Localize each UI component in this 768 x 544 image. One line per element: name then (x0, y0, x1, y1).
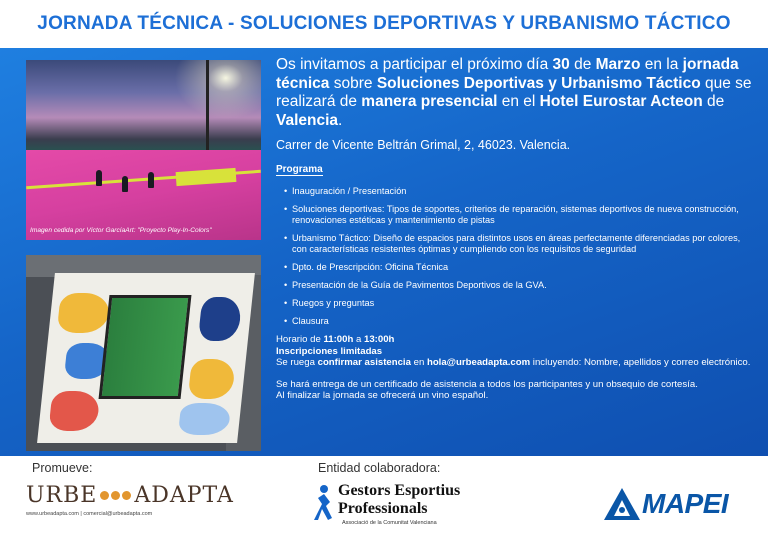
programa-heading: Programa (276, 164, 323, 175)
list-item: • Inauguración / Presentación (284, 186, 756, 197)
intro-text: . (338, 111, 343, 129)
paint-shape (48, 391, 100, 431)
intro-text: que se realizará de (276, 74, 752, 110)
photo-court-aerial (26, 255, 261, 451)
event-mode: manera presencial (361, 93, 498, 110)
mapei-logo (602, 484, 748, 524)
paint-shape (198, 297, 243, 341)
event-type: jornada técnica (276, 56, 739, 92)
venue-address: Carrer de Vicente Beltrán Grimal, 2, 46023. Valencia. (276, 138, 571, 152)
intro-text: Os invitamos a participar el próximo día (276, 56, 553, 73)
paint-shape (178, 403, 231, 435)
enclosed-pitch (99, 295, 192, 399)
light-pole (206, 60, 209, 150)
schedule-label: Horario de (276, 334, 324, 345)
certificate-note: Se hará entrega de un certificado de asistencia a todos los participantes y un obsequio de cortesía. (276, 378, 698, 390)
invitation-text (276, 56, 756, 130)
header (0, 0, 768, 48)
list-item: • Dpto. de Prescripción: Oficina Técnica (284, 262, 756, 273)
email-link[interactable]: hola@urbeadapta.com (426, 357, 531, 368)
schedule-time (276, 334, 756, 346)
urbeadapta-logo (26, 483, 234, 527)
limited-notice: Inscripciones limitadas (276, 345, 383, 357)
schedule-block (276, 334, 756, 369)
photo-caption: Imagen cedida por Víctor GarcíaArt: "Proyecto Play-In-Colors" (30, 227, 212, 234)
start-time: 11:00h (323, 334, 354, 345)
list-item: • Ruegos y preguntas (284, 298, 756, 309)
list-item: • Urbanismo Táctico: Diseño de espacios para distintos usos en áreas perfectamente diferenciadas por colores, con características resistentes óptimas y cumpliendo con los requisitos de seguridad (284, 233, 756, 255)
rsvp-mid: en (410, 357, 427, 368)
rsvp-post: incluyendo: Nombre, apellidos y correo electrónico. (530, 357, 751, 368)
mapei-emblem-icon (602, 486, 642, 522)
paint-shape (57, 293, 111, 333)
gestors-esportius-logo (310, 482, 510, 530)
intro-text: en la (640, 56, 683, 73)
urbe-text: URBE (26, 483, 98, 508)
gep-title-line1: Gestors Esportius (338, 482, 461, 499)
content-panel (0, 48, 768, 456)
runner-icon (310, 484, 334, 522)
programa-list (276, 186, 756, 327)
adapta-text: ADAPTA (134, 483, 234, 508)
event-details (276, 56, 756, 402)
gep-subtitle: Associació de la Comunitat Valenciana (342, 520, 437, 526)
list-item: • Presentación de la Guía de Pavimentos Deportivos de la GVA. (284, 280, 756, 291)
list-item: • Soluciones deportivas: Tipos de soportes, criterios de reparación, sistemas deportivos de nueva construcción, renovaciones estéticas y mantenimiento de pistas (284, 204, 756, 226)
event-topic: Soluciones Deportivas y Urbanismo Táctico (376, 74, 701, 92)
end-time: 13:00h (364, 334, 395, 345)
event-city: Valencia (276, 111, 339, 129)
rsvp-pre: Se ruega (276, 357, 318, 368)
closing-block (276, 379, 756, 402)
event-day: 30 (552, 56, 570, 73)
intro-text: de (702, 93, 725, 110)
player (122, 176, 128, 192)
player (148, 172, 154, 188)
event-month: Marzo (595, 56, 641, 73)
schedule-sep: a (353, 334, 365, 345)
paint-shape (188, 359, 236, 399)
gep-title-line2: Professionals (338, 500, 428, 517)
intro-text: en el (497, 93, 540, 110)
dots-icon (100, 491, 131, 500)
colaboradora-label: Entidad colaboradora: (318, 461, 441, 475)
page-title: JORNADA TÉCNICA - SOLUCIONES DEPORTIVAS Y URBANISMO TÁCTICO (37, 13, 731, 34)
player (96, 170, 102, 186)
event-venue: Hotel Eurostar Acteon (539, 93, 703, 110)
urbeadapta-wordmark (26, 483, 234, 508)
intro-text: de (569, 56, 596, 73)
list-item: • Clausura (284, 316, 756, 327)
mapei-wordmark: MAPEI (642, 488, 729, 519)
photo-court-night (26, 60, 261, 240)
promueve-label: Promueve: (32, 461, 93, 475)
intro-text: sobre (329, 74, 377, 92)
rsvp-bold: confirmar asistencia (317, 357, 411, 368)
wine-note: Al finalizar la jornada se ofrecerá un vino español. (276, 390, 489, 401)
urbe-contact: www.urbeadapta.com | comercial@urbeadapta.com (26, 511, 153, 517)
rsvp-text (276, 357, 756, 369)
